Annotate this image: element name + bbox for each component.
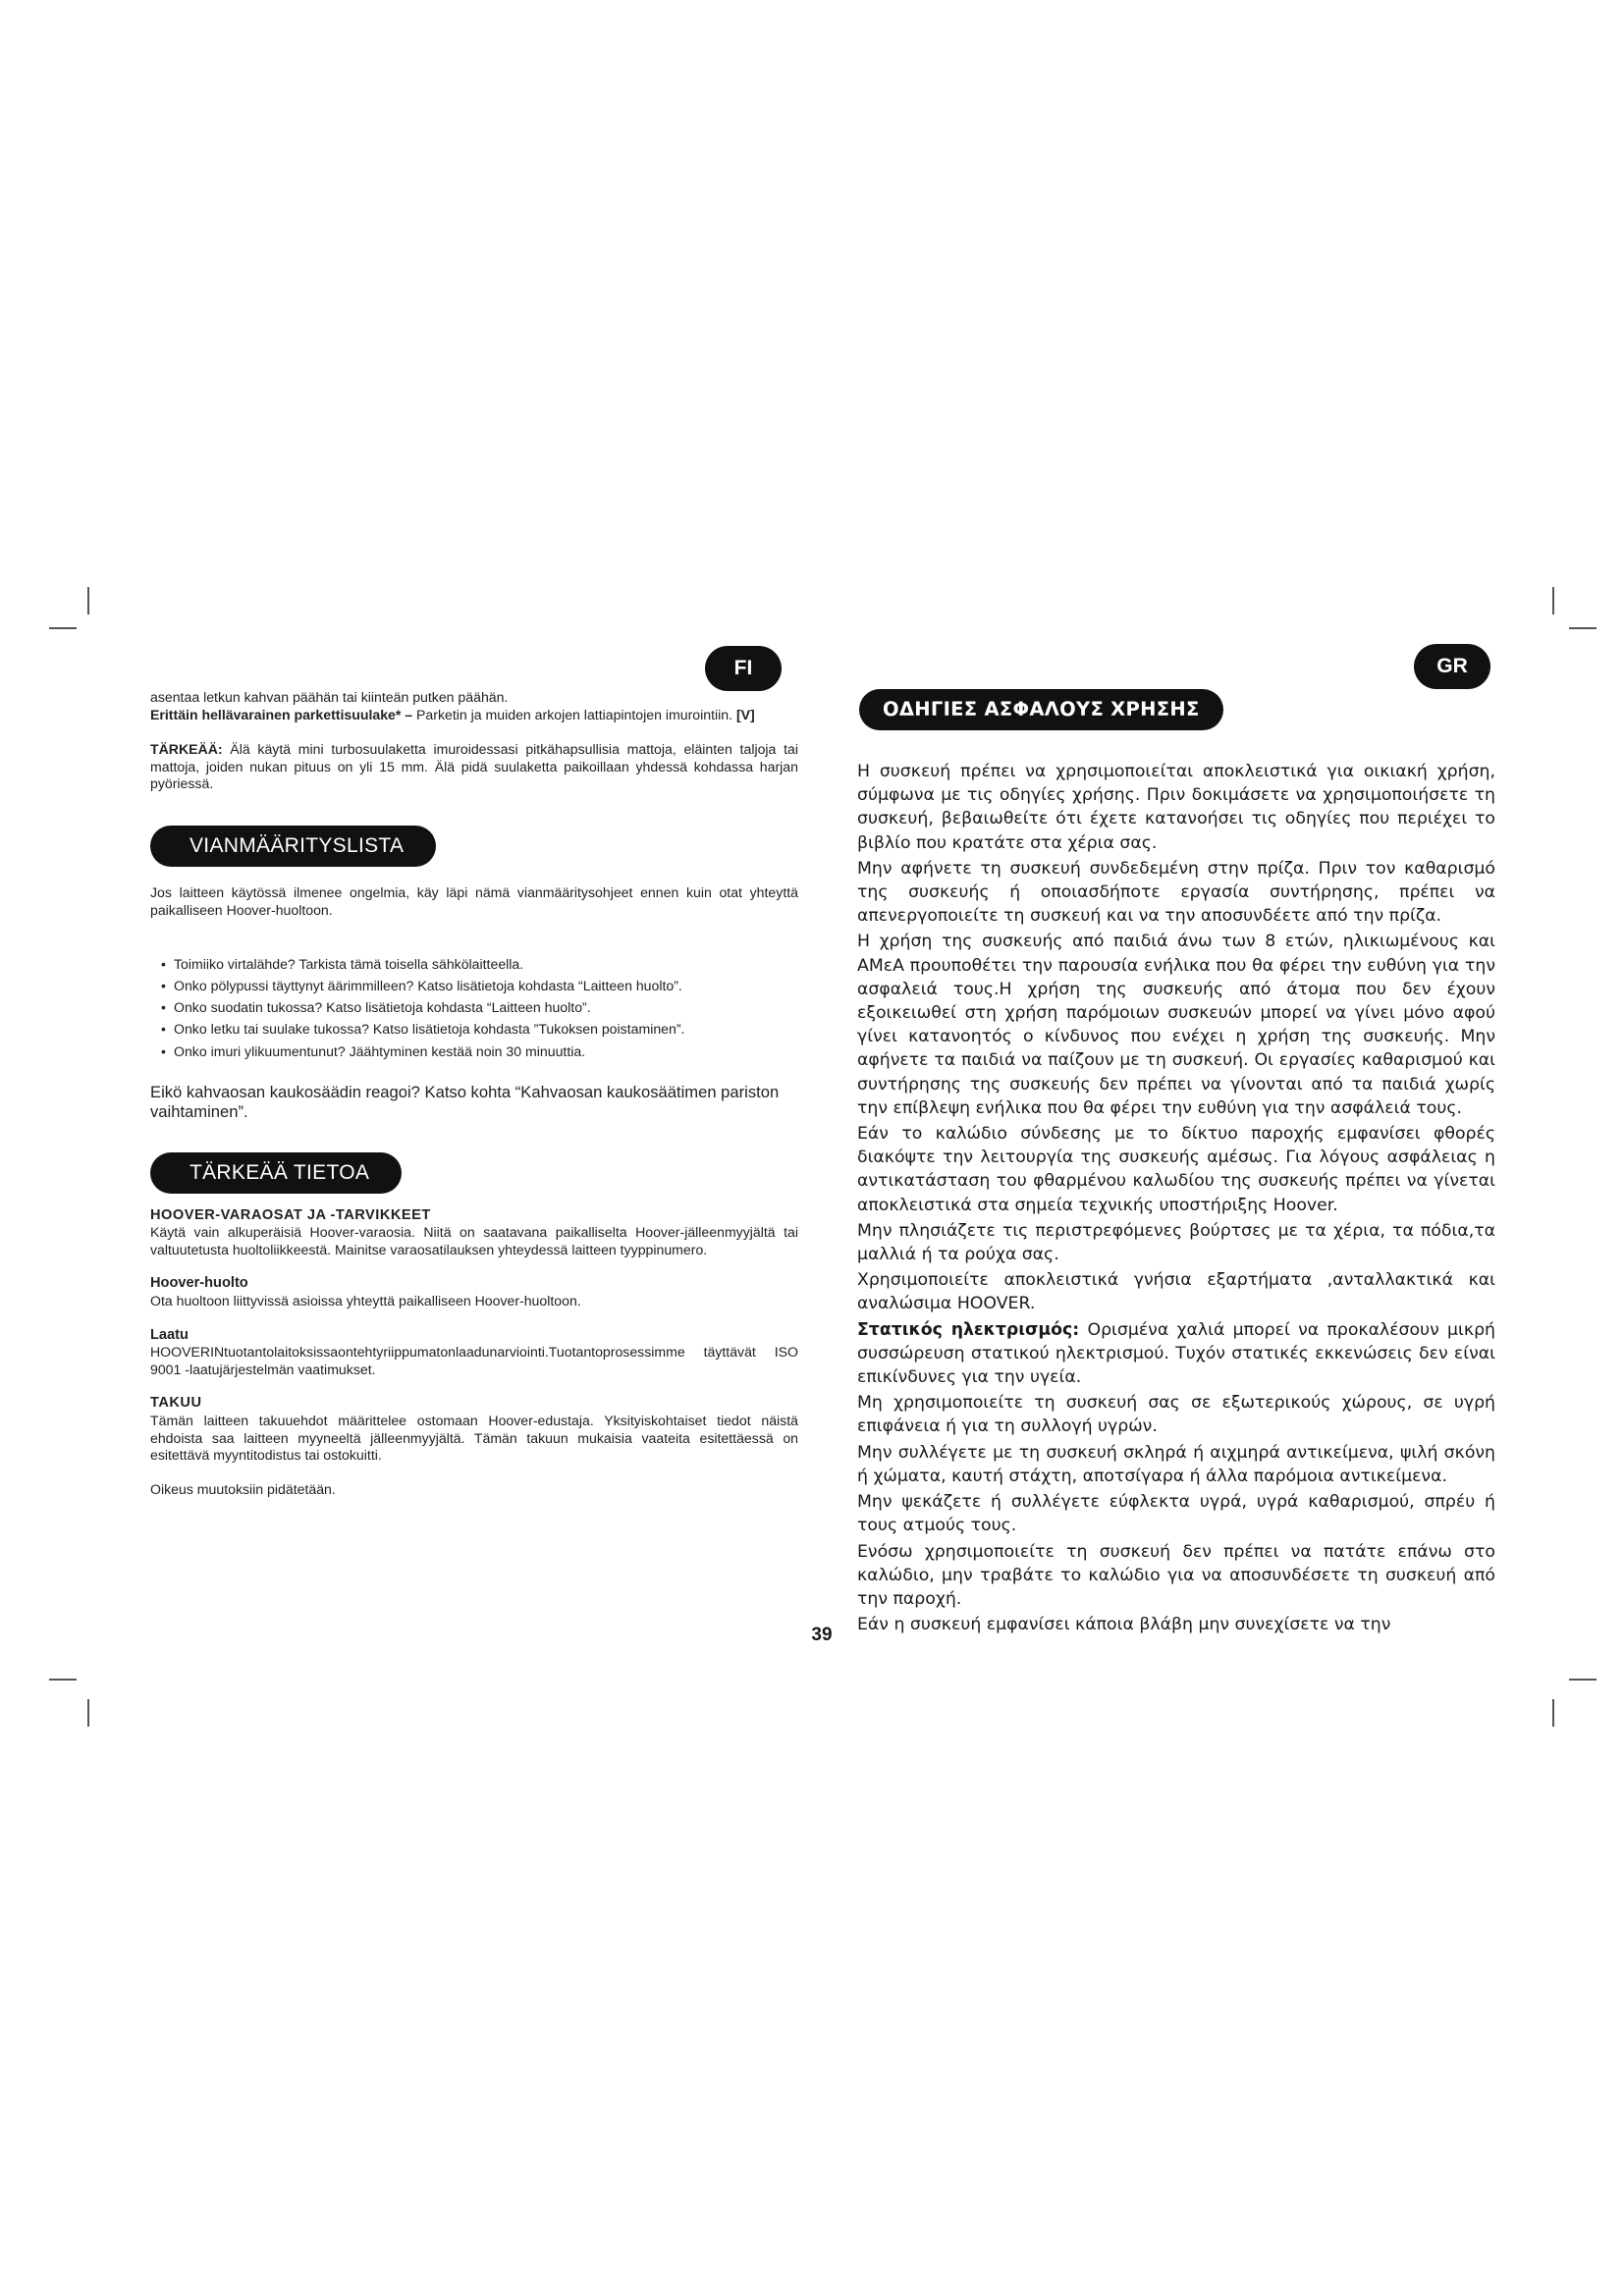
service-title: Hoover-huolto: [150, 1275, 248, 1292]
gr-paragraph: Μην αφήνετε τη συσκευή συνδεδεμένη στην πρίζα. Πριν τον καθαρισμό της συσκευής ή οποιασδήποτε εργασία συντήρησης, πρέπει να απενεργοποιείτε τη συσκευή και να την αποσυνδέετε από την πρίζα.: [857, 858, 1495, 927]
parquet-ref: [V]: [735, 706, 755, 722]
gr-paragraph: Ενόσω χρησιμοποιείτε τη συσκευή δεν πρέπει να πατάτε επάνω στο καλώδιο, μην τραβάτε το καλώδιο για να αποσυνδέσετε τη συσκευή από την παροχή.: [857, 1541, 1495, 1609]
remote-note: Eikö kahvaosan kaukosäädin reagoi? Katso kohta “Kahvaosan kaukosäätimen pariston vaihtaminen”.: [150, 1082, 780, 1122]
troubleshoot-intro: Jos laitteen käytössä ilmenee ongelmia, käy läpi nämä vianmääritysohjeet ennen kuin otat yhteyttä paikalliseen Hoover-huoltoon.: [150, 883, 798, 918]
crop-mark: [49, 1679, 77, 1681]
crop-mark: [1569, 1679, 1597, 1681]
gr-paragraph: Εάν η συσκευή εμφανίσει κάποια βλάβη μην συνεχίσετε να την: [857, 1615, 1391, 1635]
important-label: TÄRKEÄÄ:: [150, 741, 223, 758]
checklist-item: • Onko pölypussi täyttynyt äärimmilleen? Katso lisätietoja kohdasta “Laitteen huolto”.: [174, 978, 798, 995]
troubleshoot-checklist: [150, 956, 798, 1060]
parquet-paragraph: [150, 707, 798, 724]
parts-title: HOOVER-VARAOSAT JA -TARVIKKEET: [150, 1206, 431, 1223]
gr-paragraph: Μη χρησιμοποιείτε τη συσκευή σας σε εξωτερικούς χώρους, σε υγρή επιφάνεια ή για τη συλλογή υγρών.: [857, 1393, 1495, 1437]
crop-mark: [49, 627, 77, 629]
important-text: Älä käytä mini turbosuulaketta imuroidessasi pitkähapsullisia mattoja, eläinten taljoja tai mattoja, joiden nukan pituus on yli 15 mm. Älä pidä suulaketta paikoillaan yhdessä kohdassa harjan pyöriessä.: [150, 741, 798, 792]
checklist-item: • Onko imuri ylikuumentunut? Jäähtyminen kestää noin 30 minuuttia.: [174, 1043, 798, 1061]
gr-paragraph: Εάν το καλώδιο σύνδεσης με το δίκτυο παροχής εμφανίσει φθορές διακόψτε την λειτουργία της συσκευής αμέσως. Για λόγους ασφάλειας η αντικατάσταση του φθαρμένου καλωδίου της συσκευής πρέπει να γίνεται αποκλειστικά στα σημεία τεχνικής υποστήριξης Hoover.: [857, 1124, 1495, 1215]
warranty-title: TAKUU: [150, 1395, 202, 1412]
crop-mark: [1569, 627, 1597, 629]
rights-note: Oikeus muutoksiin pidätetään.: [150, 1480, 336, 1497]
gr-paragraph: Η χρήση της συσκευής από παιδιά άνω των 8 ετών, ηλικιωμένους και ΑΜεΑ προυποθέτει την παρουσία ενήλικα που θα φέρει την ευθύνη για την ασφαλειά τους.Η χρήση της συσκευής από άτομα που δεν έχουν εξοικειωθεί στη χρήση παρόμοιων συσκευών μπορεί να γίνει μόνο αφού γίνει κατανοητός ο κίνδυνος που ενέχει η χρήση της συσκευής. Μην αφήνετε τα παιδιά να παίζουν με τη συσκευή. Οι εργασίες καθαρισμού και συντήρησης της συσκευής δεν πρέπει να γίνονται από τα παιδιά χωρίς την επίβλεψη ενήλικα που θα φέρει την ευθύνη για την ασφάλειά τους.: [857, 932, 1495, 1118]
crop-mark: [87, 587, 89, 614]
language-badge-fi: FI: [705, 646, 782, 691]
parquet-title: Erittäin hellävarainen parkettisuulake* –: [150, 706, 413, 722]
troubleshoot-heading: VIANMÄÄRITYSLISTA: [150, 826, 436, 867]
checklist-item: • Toimiiko virtalähde? Tarkista tämä toisella sähkölaitteella.: [174, 956, 798, 974]
parquet-text: Parketin ja muiden arkojen lattiapintojen imurointiin.: [412, 706, 736, 722]
language-badge-gr: GR: [1414, 644, 1490, 689]
service-text: Ota huoltoon liittyvissä asioissa yhteyttä paikalliseen Hoover-huoltoon.: [150, 1293, 581, 1308]
gr-paragraph: Χρησιμοποιείτε αποκλειστικά γνήσια εξαρτήματα ,ανταλλακτικά και αναλώσιμα HOOVER.: [857, 1270, 1495, 1314]
checklist-item: • Onko letku tai suulake tukossa? Katso lisätietoja kohdasta ”Tukoksen poistaminen”.: [174, 1021, 798, 1039]
quality-text: HOOVERINtuotantolaitoksissaontehtyriippumatonlaadunarviointi.Tuotantoprosessimme täyttävät ISO 9001 -laatujärjestelmän vaatimukset.: [150, 1344, 798, 1377]
warranty-text: Tämän laitteen takuuehdot määrittelee ostomaan Hoover-edustaja. Yksityiskohtaiset tiedot näistä ehdoista saa laitteen myyneeltä jälleenmyyjältä. Tämän takuun mukaisia vaateita esitettäessä on esitettävä myyntitodistus tai ostokuitti.: [150, 1412, 798, 1464]
page-number: 39: [811, 1625, 833, 1645]
crop-mark: [1552, 587, 1554, 614]
crop-mark: [1552, 1699, 1554, 1727]
gr-paragraph: Μην συλλέγετε με τη συσκευή σκληρά ή αιχμηρά αντικείμενα, ψιλή σκόνη ή χώματα, καυτή στάχτη, αποτσίγαρα ή άλλα παρόμοια αντικείμενα.: [857, 1442, 1495, 1486]
greek-column: [857, 689, 1495, 1638]
quality-title: Laatu: [150, 1326, 189, 1343]
intro-line: asentaa letkun kahvan päähän tai kiinteän putken päähän.: [150, 689, 509, 705]
finnish-column: [150, 689, 798, 1498]
info-heading: TÄRKEÄÄ TIETOA: [150, 1152, 402, 1194]
gr-paragraph: Η συσκευή πρέπει να χρησιμοποιείται αποκλειστικά για οικιακή χρήση, σύμφωνα με τις οδηγίες χρήσης. Πριν δοκιμάσετε να χρησιμοποιήσετε τη συσκευή, βεβαιωθείτε ότι έχετε κατανοήσει τις οδηγίες που περιέχει το βιβλίο που κρατάτε στα χέρια σας.: [857, 762, 1495, 853]
static-label: Στατικός ηλεκτρισμός:: [857, 1319, 1080, 1340]
static-paragraph: [857, 1318, 1495, 1390]
static-text: Ορισμένα χαλιά μπορεί να προκαλέσουν μικρή συσσώρευση στατικού ηλεκτρισμού. Τυχόν στατικές εκκενώσεις δεν είναι επικίνδυνες για την υγεία.: [857, 1319, 1495, 1388]
crop-mark: [87, 1699, 89, 1727]
gr-paragraph: Μην ψεκάζετε ή συλλέγετε εύφλεκτα υγρά, υγρά καθαρισμού, σπρέυ ή τους ατμούς τους.: [857, 1492, 1495, 1536]
important-note: [150, 741, 798, 793]
gr-paragraph: Μην πλησιάζετε τις περιστρεφόμενες βούρτσες με τα χέρια, τα πόδια,τα μαλλιά ή τα ρούχα σας.: [857, 1220, 1495, 1265]
safety-heading: ΟΔΗΓΙΕΣ ΑΣΦΑΛΟΥΣ ΧΡΗΣΗΣ: [859, 689, 1223, 730]
checklist-item: • Onko suodatin tukossa? Katso lisätietoja kohdasta “Laitteen huolto”.: [174, 999, 798, 1017]
parts-text: Käytä vain alkuperäisiä Hoover-varaosia. Niitä on saatavana paikalliselta Hoover-jälleenmyyjältä tai valtuutetusta huoltoliikkeestä. Mainitse varaosatilauksen yhteydessä laitteen tyyppinumero.: [150, 1224, 798, 1257]
